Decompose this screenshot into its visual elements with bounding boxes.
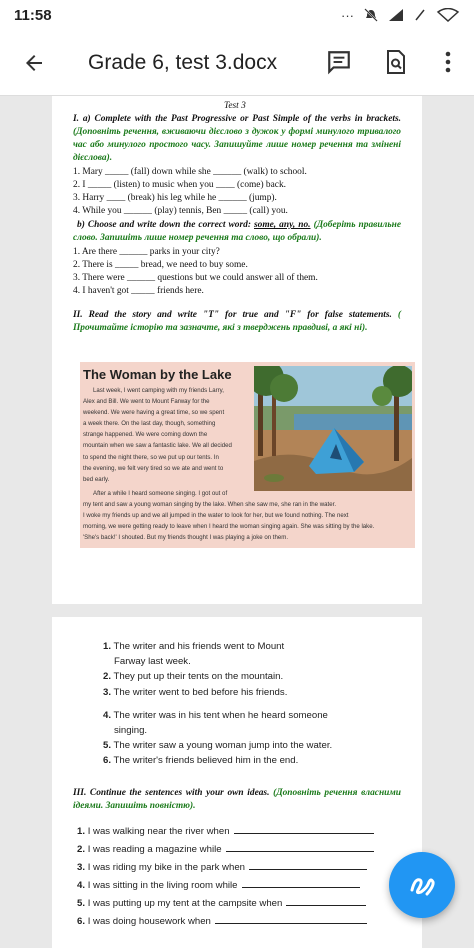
tf-item-continuation: Farway last week. [114, 656, 191, 667]
s1-item: 2. I _____ (listen) to music when you ____ (come) back. [73, 180, 286, 190]
signal-icon [388, 8, 404, 22]
s1-item: 3. Harry ____ (break) his leg while he ______ (jump). [73, 193, 277, 203]
document-title: Grade 6, test 3.docx [88, 50, 278, 74]
s3-item: 5. I was putting up my tent at the campsite when [77, 897, 366, 909]
data-off-icon [414, 8, 426, 22]
annotate-button[interactable] [389, 852, 455, 918]
s3-item: 1. I was walking near the river when [77, 825, 374, 837]
section1b-heading: b) Choose and write down the correct word: some, any, no. (Доберіть правильне слово. Запишіть лише номер речення та слово, що обрали). [73, 220, 401, 243]
s1-item: 4. While you ______ (play) tennis, Ben _____ (call) you. [73, 206, 288, 216]
story-box [80, 362, 415, 548]
tf-item: 2. They put up their tents on the mountain. [103, 671, 284, 682]
s3-item: 3. I was riding my bike in the park when [77, 861, 367, 873]
app-bar [0, 30, 474, 96]
more-options-button[interactable] [430, 44, 466, 80]
status-bar [0, 0, 474, 30]
s3-item: 6. I was doing housework when [77, 915, 367, 927]
camping-photo [254, 366, 412, 491]
tf-item: 4. The writer was in his tent when he heard someone [103, 710, 328, 721]
clock: 11:58 [14, 6, 52, 24]
mute-icon [364, 8, 378, 22]
find-in-document-button[interactable] [378, 44, 414, 80]
s1b-item: 1. Are there ______ parks in your city? [73, 247, 220, 257]
doc-search-icon [384, 49, 408, 75]
section1-instruction-ua: (Доповніть речення, вживаючи дієслово з дужок у формі минулого тривалого час або минулого простого часу. Запишуйте лише номер речення та змінені дієслова). [73, 126, 401, 163]
story-title: The Woman by the Lake [83, 367, 232, 382]
s1-item: 1. Mary _____ (fall) down while she ______ (walk) to school. [73, 167, 307, 177]
more-notifications-icon: ··· [341, 7, 354, 23]
tf-item: 6. The writer's friends believed him in the end. [103, 755, 299, 766]
back-button[interactable] [4, 33, 64, 93]
s1b-item: 4. I haven't got _____ friends here. [73, 286, 204, 296]
story-paragraph-1: Last week, I went camping with my friends Larry, Alex and Bill. We went to Mount Farway for the weekend. We were having a great time, so we spent a week there. On the last day, though, something strange happened. We were coming down the mountain when we saw a fantastic lake. We all decided to spend the night there, so we put up our tents. In the evening, we felt very tired so we ate and went to bed early. [83, 387, 232, 483]
tf-item: 3. The writer went to bed before his friends. [103, 687, 288, 698]
more-vert-icon [445, 51, 451, 73]
s1b-item: 3. There were ______ questions but we could answer all of them. [73, 273, 318, 283]
s3-item: 4. I was sitting in the living room while [77, 879, 360, 891]
tf-item: 5. The writer saw a young woman jump into the water. [103, 740, 333, 751]
s3-item: 2. I was reading a magazine while [77, 843, 374, 855]
arrow-back-icon [22, 51, 46, 75]
tf-item-continuation: singing. [114, 725, 148, 736]
story-paragraph-2: After a while I heard someone singing. I got out of my tent and saw a young woman singing by the lake. When she saw me, she ran in the water. I woke my friends up and we all jumped in the water to look for her, but we found nothing. The next morning, we were getting ready to leave when I heard the woman singing again. She was sitting by the lake. 'She's back!' I shouted. But my friends thought I was playing a joke on them. [83, 490, 375, 542]
test-title: Test 3 [224, 101, 246, 111]
comments-button[interactable] [321, 44, 357, 80]
s1b-item: 2. There is _____ bread, we need to buy some. [73, 260, 248, 270]
tf-item: 1. The writer and his friends went to Mount [103, 641, 285, 652]
section3-heading: III. Continue the sentences with your own ideas. (Доповніть речення власними ідеями. Запишіть повністю). [73, 788, 402, 811]
section2-heading: II. Read the story and write "T" for true and "F" for false statements. ( Прочитайте історію та зазначте, які з тверджень правдиві, а які ні). [73, 310, 401, 333]
annotate-icon [407, 870, 437, 900]
section1-heading: I. a) Complete with the Past Progressive or Past Simple of the verbs in brackets. (Доповніть речення, вживаючи дієслово з дужок у формі минулого тривалого час або минулого простого часу. Запишуйте лише номер речення та змінені дієслова). [73, 114, 401, 163]
comment-icon [326, 49, 352, 75]
wifi-icon [436, 8, 460, 22]
